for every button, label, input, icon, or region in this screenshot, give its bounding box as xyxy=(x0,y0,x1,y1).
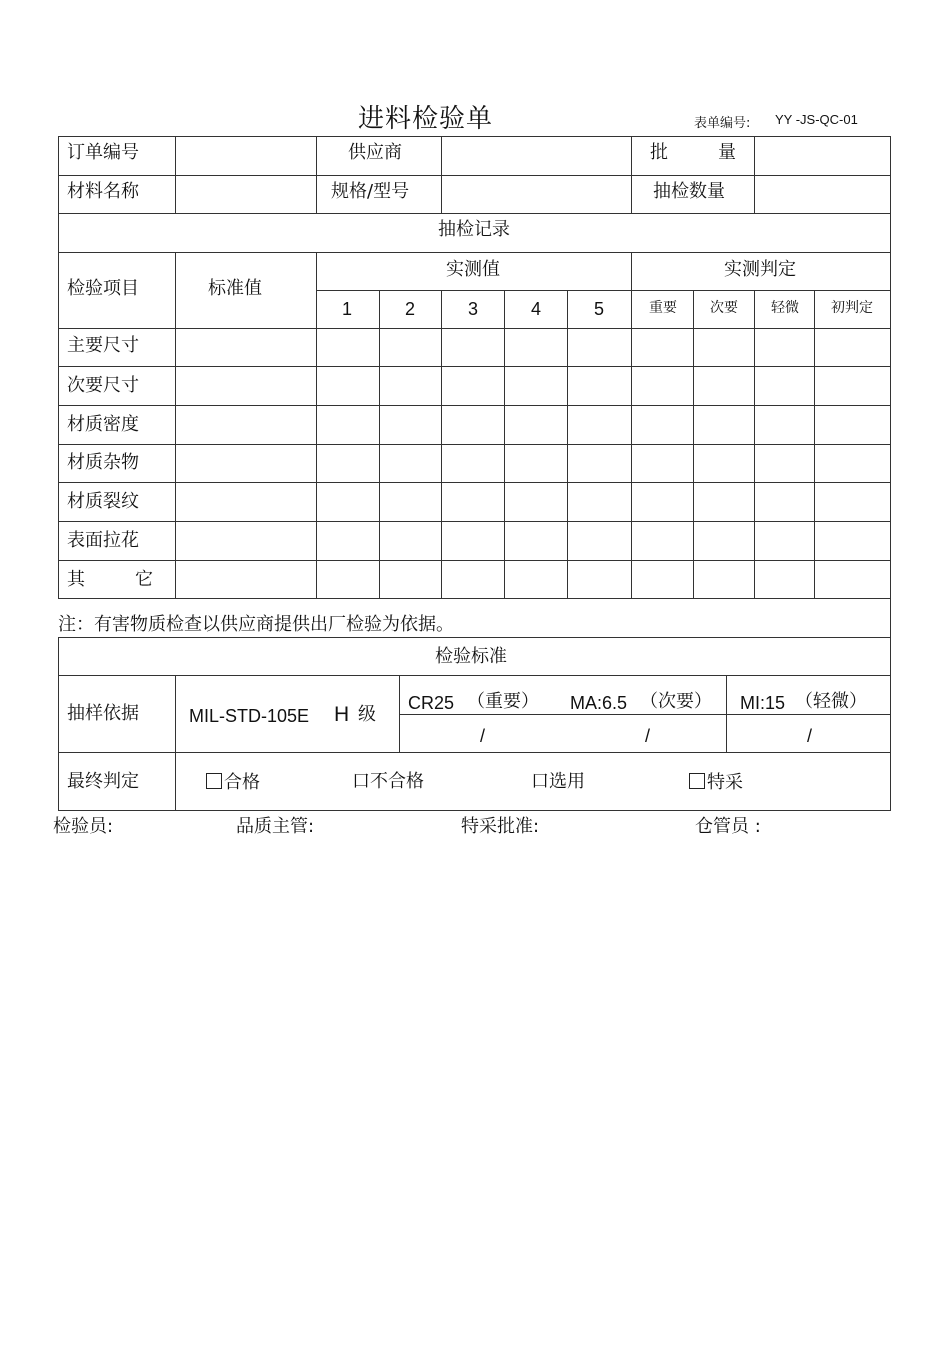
option-pass[interactable] xyxy=(206,773,260,792)
option-selected-use[interactable]: 口选用 xyxy=(531,771,585,792)
cr-result-slash: / xyxy=(480,726,486,746)
judge-col-slight: 轻微 xyxy=(771,300,799,316)
cr-value: CR25 xyxy=(408,693,455,713)
measured-value-header: 实测值 xyxy=(446,259,500,280)
item-row-label: 材质杂物 xyxy=(67,452,139,473)
measure-col-2: 2 xyxy=(404,299,416,319)
inspection-standard-title: 检验标准 xyxy=(435,646,507,667)
inspection-item-header: 检验项目 xyxy=(67,278,139,299)
form-number-label: 表单编号: xyxy=(694,116,751,131)
item-row-other-a: 其 xyxy=(67,569,85,590)
item-row-label: 表面拉花 xyxy=(67,530,139,551)
item-row-label: 次要尺寸 xyxy=(67,375,139,396)
item-row-label: 材质裂纹 xyxy=(67,491,139,512)
judge-col-major: 重要 xyxy=(649,300,677,316)
standard-value-header: 标准值 xyxy=(208,278,262,299)
batch-label-b: 量 xyxy=(718,142,736,163)
sample-quantity-label: 抽检数量 xyxy=(653,181,725,202)
warehouse-signature-label: 仓管员 : xyxy=(695,816,761,837)
cr-note: （重要） xyxy=(467,691,539,712)
sampling-basis-label: 抽样依据 xyxy=(67,703,139,724)
inspector-signature-label: 检验员: xyxy=(53,816,114,837)
sampling-level-h: H xyxy=(334,703,350,726)
option-special-label: 特采 xyxy=(707,772,743,793)
batch-label-a: 批 xyxy=(650,142,668,163)
mi-result-slash: / xyxy=(807,726,813,746)
supplier-label: 供应商 xyxy=(348,142,402,163)
ma-note: （次要） xyxy=(640,691,712,712)
measure-col-3: 3 xyxy=(467,299,479,319)
form-number-value: YY -JS-QC-01 xyxy=(775,112,858,127)
hazard-note: 注：有害物质检查以供应商提供出厂检验为依据。 xyxy=(58,614,454,635)
option-pass-label: 合格 xyxy=(224,772,260,793)
measure-col-1: 1 xyxy=(341,299,353,319)
sampling-record-title: 抽检记录 xyxy=(438,219,510,240)
sampling-level-suffix: 级 xyxy=(358,704,376,725)
order-number-label: 订单编号 xyxy=(67,142,139,163)
judge-col-minor: 次要 xyxy=(710,300,738,316)
final-judgement-label: 最终判定 xyxy=(67,771,139,792)
measured-judgement-header: 实测判定 xyxy=(724,259,796,280)
option-special[interactable] xyxy=(689,773,743,792)
sampling-standard-value: MIL-STD-105E xyxy=(189,706,310,726)
option-fail[interactable]: 口不合格 xyxy=(352,771,424,792)
item-row-label: 材质密度 xyxy=(67,414,139,435)
form-title: 进料检验单 xyxy=(358,104,494,134)
special-approval-signature-label: 特采批准: xyxy=(461,816,540,837)
qc-manager-signature-label: 品质主管: xyxy=(236,816,315,837)
checkbox-icon[interactable] xyxy=(206,773,222,789)
measure-col-5: 5 xyxy=(593,299,605,319)
mi-value: MI:15 xyxy=(740,693,786,713)
spec-model-label: 规格/型号 xyxy=(331,181,410,202)
judge-col-initial: 初判定 xyxy=(831,300,873,316)
ma-result-slash: / xyxy=(645,726,651,746)
item-row-label: 主要尺寸 xyxy=(67,335,139,356)
checkbox-icon[interactable] xyxy=(689,773,705,789)
material-name-label: 材料名称 xyxy=(67,181,139,202)
ma-value: MA:6.5 xyxy=(570,693,628,713)
measure-col-4: 4 xyxy=(530,299,542,319)
item-row-other-b: 它 xyxy=(135,569,153,590)
mi-note: （轻微） xyxy=(795,691,867,712)
